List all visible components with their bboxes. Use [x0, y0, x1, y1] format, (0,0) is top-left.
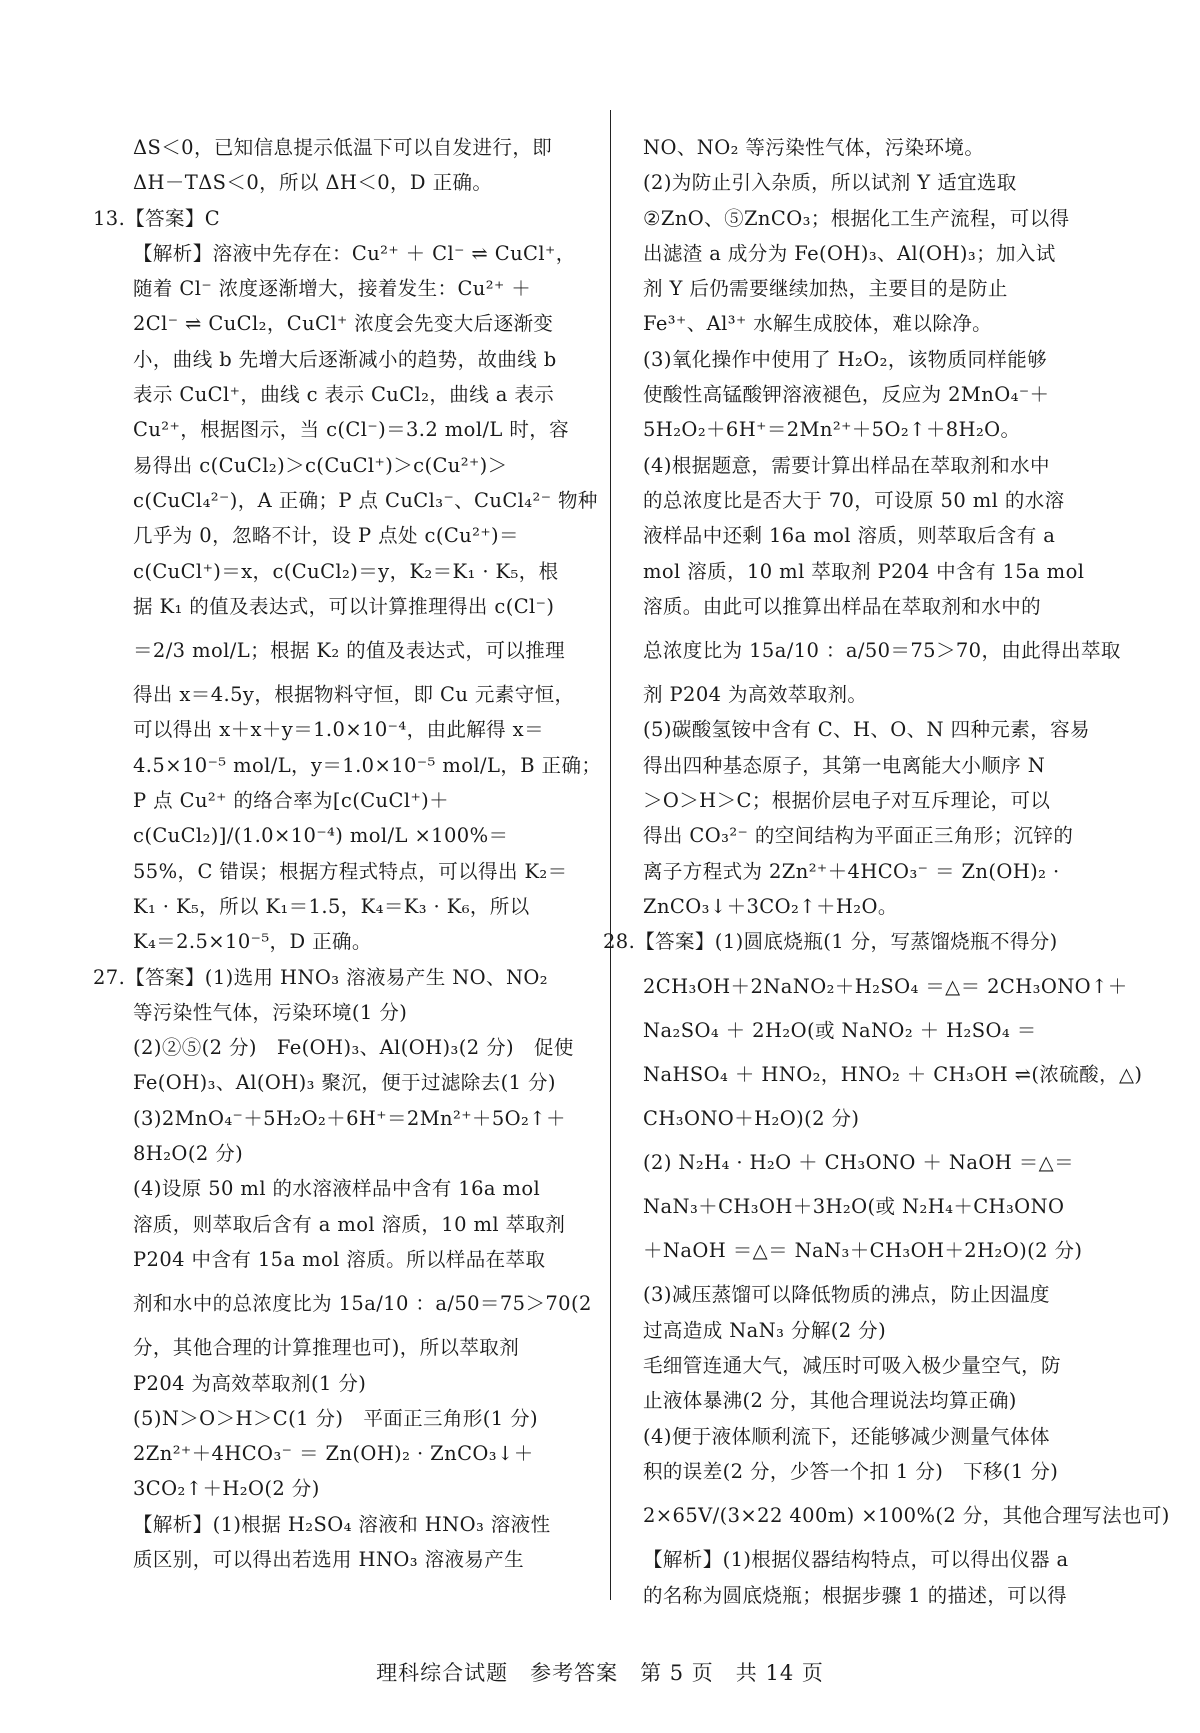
text-line: 几乎为 0，忽略不计，设 P 点处 c(Cu²⁺)＝ — [133, 524, 519, 548]
right-column — [603, 130, 1170, 1613]
text-line: Cu²⁺，根据图示，当 c(Cl⁻)＝3.2 mol/L 时，容 — [133, 418, 570, 442]
text-line: P 点 Cu²⁺ 的络合率为[c(CuCl⁺)＋ — [133, 789, 450, 813]
text-line: 4.5×10⁻⁵ mol/L，y＝1.0×10⁻⁵ mol/L，B 正确； — [133, 753, 602, 777]
text-line: 得出 x＝4.5y，根据物料守恒，即 Cu 元素守恒， — [133, 683, 575, 707]
text-line: (2)②⑤(2 分) Fe(OH)₃、Al(OH)₃(2 分) 促使 — [133, 1036, 574, 1060]
text-line: NO、NO₂ 等污染性气体，污染环境。 — [643, 136, 985, 159]
text-line: 出滤渣 a 成分为 Fe(OH)₃、Al(OH)₃；加入试 — [643, 241, 1056, 265]
text-line: Fe(OH)₃、Al(OH)₃ 聚沉，便于过滤除去(1 分) — [133, 1071, 556, 1095]
text-line: 表示 CuCl⁺，曲线 c 表示 CuCl₂，曲线 a 表示 — [133, 383, 555, 407]
text-line: ZnCO₃↓＋3CO₂↑＋H₂O。 — [643, 894, 898, 918]
text-line: CH₃ONO＋H₂O)(2 分) — [643, 1106, 860, 1130]
text-line: (5)碳酸氢铵中含有 C、H、O、N 四种元素，容易 — [643, 718, 1090, 742]
text-line: (3)2MnO₄⁻＋5H₂O₂＋6H⁺＝2Mn²⁺＋5O₂↑＋ — [133, 1106, 566, 1130]
question-number-line: 28.【答案】(1)圆底烧瓶(1 分，写蒸馏烧瓶不得分) — [603, 930, 1058, 954]
text-line: 得出四种基态原子，其第一电离能大小顺序 N — [643, 753, 1046, 777]
text-line: P204 为高效萃取剂(1 分) — [133, 1371, 367, 1395]
text-line: Na₂SO₄ ＋ 2H₂O(或 NaNO₂ ＋ H₂SO₄ ＝ — [643, 1018, 1037, 1042]
equation-line: 2CH₃OH＋2NaNO₂＋H₂SO₄ ＝△＝ 2CH₃ONO↑＋ — [643, 974, 1128, 998]
text-line: 溶质，则萃取后含有 a mol 溶质，10 ml 萃取剂 — [133, 1212, 566, 1236]
text-line: 的总浓度比是否大于 70，可设原 50 ml 的水溶 — [643, 488, 1065, 512]
fraction-line: 总浓度比为 15a/10 ：a/50＝75＞70，由此得出萃取 — [643, 639, 1121, 663]
equation-line: NaHSO₄ ＋ HNO₂，HNO₂ ＋ CH₃OH ⇌(浓硫酸，△) — [643, 1062, 1143, 1086]
text-line: ΔH－TΔS＜0，所以 ΔH＜0，D 正确。 — [133, 171, 493, 195]
text-line: 离子方程式为 2Zn²⁺＋4HCO₃⁻ ＝ Zn(OH)₂ · — [643, 859, 1060, 883]
text-line: 2Zn²⁺＋4HCO₃⁻ ＝ Zn(OH)₂ · ZnCO₃↓＋ — [133, 1442, 534, 1466]
text-line: 止液体暴沸(2 分，其他合理说法均算正确) — [643, 1389, 1017, 1413]
text-line: 【解析】溶液中先存在：Cu²⁺ ＋ Cl⁻ ⇌ CuCl⁺， — [133, 241, 576, 265]
text-line: K₁ · K₅，所以 K₁＝1.5，K₄＝K₃ · K₆，所以 — [133, 894, 530, 918]
text-line: 【解析】(1)根据 H₂SO₄ 溶液和 HNO₃ 溶液性 — [133, 1512, 551, 1536]
text-line: (4)设原 50 ml 的水溶液样品中含有 16a mol — [133, 1177, 541, 1201]
text-line: 易得出 c(CuCl₂)＞c(CuCl⁺)＞c(Cu²⁺)＞ — [133, 453, 508, 477]
text-line: ΔS＜0，已知信息提示低温下可以自发进行，即 — [133, 136, 553, 159]
text-line: 5H₂O₂＋6H⁺＝2Mn²⁺＋5O₂↑＋8H₂O。 — [643, 418, 1021, 442]
text-line: 剂 P204 为高效萃取剂。 — [643, 683, 868, 707]
question-number-line: 13.【答案】C — [93, 206, 221, 230]
page-footer: 理科综合试题 参考答案 第 5 页 共 14 页 — [376, 1661, 824, 1685]
text-line: 分，其他合理的计算推理也可)，所以萃取剂 — [133, 1336, 520, 1360]
text-line: 溶质。由此可以推算出样品在萃取剂和水中的 — [643, 594, 1042, 618]
text-line: (5)N＞O＞H＞C(1 分) 平面正三角形(1 分) — [133, 1406, 539, 1430]
text-line: 【解析】(1)根据仪器结构特点，可以得出仪器 a — [643, 1548, 1069, 1572]
text-line: 2Cl⁻ ⇌ CuCl₂，CuCl⁺ 浓度会先变大后逐渐变 — [133, 312, 554, 336]
text-line: 55%，C 错误；根据方程式特点，可以得出 K₂＝ — [133, 859, 568, 883]
text-line: 过高造成 NaN₃ 分解(2 分) — [643, 1318, 887, 1342]
question-number-line: 27.【答案】(1)选用 HNO₃ 溶液易产生 NO、NO₂ — [93, 965, 549, 989]
text-line: 随着 Cl⁻ 浓度逐渐增大，接着发生：Cu²⁺ ＋ — [133, 277, 532, 301]
text-line: 剂 Y 后仍需要继续加热，主要目的是防止 — [643, 277, 1008, 301]
text-line: c(CuCl₂)]/(1.0×10⁻⁴) mol/L ×100%＝ — [133, 824, 509, 848]
text-line: 等污染性气体，污染环境(1 分) — [133, 1000, 408, 1024]
text-line: 使酸性高锰酸钾溶液褪色，反应为 2MnO₄⁻＋ — [643, 383, 1050, 407]
text-line: 毛细管连通大气，减压时可吸入极少量空气，防 — [643, 1354, 1061, 1378]
column-divider — [610, 110, 611, 1600]
text-line: (4)根据题意，需要计算出样品在萃取剂和水中 — [643, 453, 1050, 477]
text-line: 3CO₂↑＋H₂O(2 分) — [133, 1477, 320, 1501]
text-line: 积的误差(2 分，少答一个扣 1 分) 下移(1 分) — [643, 1459, 1059, 1483]
left-column — [93, 130, 602, 1577]
text-line: 质区别，可以得出若选用 HNO₃ 溶液易产生 — [133, 1547, 525, 1571]
text-line: c(CuCl₄²⁻)，A 正确；P 点 CuCl₃⁻、CuCl₄²⁻ 物种 — [133, 488, 598, 512]
text-line: 得出 CO₃²⁻ 的空间结构为平面正三角形；沉锌的 — [643, 824, 1074, 848]
text-line: 的名称为圆底烧瓶；根据步骤 1 的描述，可以得 — [643, 1583, 1068, 1607]
text-line: NaN₃＋CH₃OH＋3H₂O(或 N₂H₄＋CH₃ONO — [643, 1195, 1065, 1219]
text-line: ＞O＞H＞C；根据价层电子对互斥理论，可以 — [643, 789, 1051, 813]
fraction-line: 剂和水中的总浓度比为 15a/10 ：a/50＝75＞70(2 — [133, 1292, 592, 1316]
fraction-line: ＝2/3 mol/L；根据 K₂ 的值及表达式，可以推理 — [133, 639, 566, 663]
text-line: (4)便于液体顺利流下，还能够减少测量气体体 — [643, 1424, 1050, 1448]
text-line: (2)为防止引入杂质，所以试剂 Y 适宜选取 — [643, 171, 1017, 195]
equation-line: (2) N₂H₄ · H₂O ＋ CH₃ONO ＋ NaOH ＝△＝ — [643, 1151, 1074, 1175]
text-line: 液样品中还剩 16a mol 溶质，则萃取后含有 a — [643, 524, 1056, 548]
text-line: 小，曲线 b 先增大后逐渐减小的趋势，故曲线 b — [133, 347, 557, 371]
equation-line: ＋NaOH ＝△＝ NaN₃＋CH₃OH＋2H₂O)(2 分) — [643, 1239, 1083, 1263]
text-line: 8H₂O(2 分) — [133, 1142, 244, 1166]
text-line: c(CuCl⁺)＝x，c(CuCl₂)＝y，K₂＝K₁ · K₅，根 — [133, 559, 559, 583]
text-line: 据 K₁ 的值及表达式，可以计算推理得出 c(Cl⁻) — [133, 594, 555, 618]
text-line: 可以得出 x＋x＋y＝1.0×10⁻⁴，由此解得 x＝ — [133, 718, 544, 742]
text-line: mol 溶质，10 ml 萃取剂 P204 中含有 15a mol — [643, 559, 1085, 583]
text-line: P204 中含有 15a mol 溶质。所以样品在萃取 — [133, 1247, 546, 1271]
text-line: (3)氧化操作中使用了 H₂O₂，该物质同样能够 — [643, 347, 1048, 371]
fraction-line: 2×65V/(3×22 400m) ×100%(2 分，其他合理写法也可) — [643, 1504, 1170, 1528]
text-line: ②ZnO、⑤ZnCO₃；根据化工生产流程，可以得 — [643, 206, 1070, 230]
text-line: K₄＝2.5×10⁻⁵，D 正确。 — [133, 930, 372, 954]
text-line: (3)减压蒸馏可以降低物质的沸点，防止因温度 — [643, 1283, 1050, 1307]
text-line: Fe³⁺、Al³⁺ 水解生成胶体，难以除净。 — [643, 312, 993, 336]
